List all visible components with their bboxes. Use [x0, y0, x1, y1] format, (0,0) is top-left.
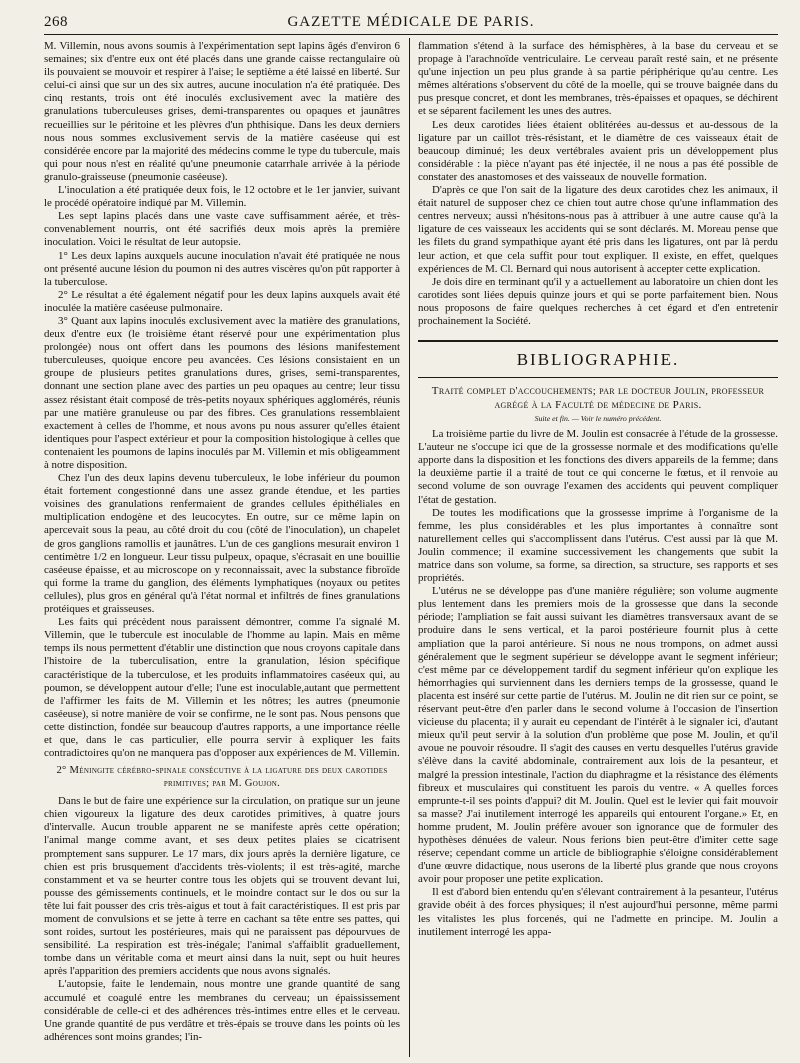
paragraph: Les faits qui précèdent nous paraissent démontrer, comme l'a signalé M. Villemin, que le tubercule est inoculable de l'homme au lapin. Mais en même temps ils nous permettent d'établir une distinction que nous croyons capitale dans l'histoire de la tuberculisation, entre la granulation, lésion spécifique caractéristique de la tuberculose, et les produits inflammatoires caséeux qui, au poumon, se développent autour d'elle; l'une est inoculable,autant que permettent de l'affirmer les faits de M. Villemin et les nôtres; les autres (pneumonie caséeuse), si notre manière de voir se confirme, ne le sont pas. Nous pensons que cette distinction, fondée sur beaucoup d'autres rapports, a une importance réelle et que, dans le cas particulier, elle pourra servir à expliquer les faits contradictoires qu'on ne manquera pas d'opposer aux expériences de M. Villemin.	[44, 616, 400, 760]
paragraph: Il est d'abord bien entendu qu'en s'élevant contrairement à la pesanteur, l'utérus gravide obéit à des forces physiques; il n'est aujourd'hui personne, même parmi les vitalistes les plus forcenés, qui ne l'admette en principe. M. Joulin a inutilement interrogé les appa-	[418, 886, 778, 938]
journal-title: GAZETTE MÉDICALE DE PARIS.	[287, 14, 535, 30]
paragraph: D'après ce que l'on sait de la ligature des deux carotides chez les animaux, il était naturel de supposer chez ce chien tout autre chose qu'une inflammation des centres nerveux; aussi n'hésitons-nous pas à attribuer à une autre cause qu'à la ligature de ces vaisseaux les accidents qui se sont déclarés. M. Moreau pense que les filets du grand sympathique ayant été pris dans les ligatures, ont par là perdu leur action, et que cela suffit pour tout expliquer. Il existe, en effet, quelques expériences de M. Cl. Bernard qui nous autorisent à accepter cette explication.	[418, 184, 778, 275]
right-column	[418, 40, 778, 1059]
section-heading: 2° Méningite cérébro-spinale consécutive à la ligature des deux carotides primitives; par M. Goujon.	[56, 765, 388, 790]
paragraph: Chez l'un des deux lapins devenu tuberculeux, le lobe inférieur du poumon était fortement congestionné dans une assez grande étendue, et les parties voisines des granulations renfermaient de grandes cellules épithéliales en multiplication endogène et des leucocytes. En outre, sur ce même lapin on apercevait sous la peau, au côté droit du cou (côté de l'inoculation), un chapelet de gros ganglions ramollis et jaunâtres. L'un de ces ganglions mesurait environ 1 centimètre 1/2 en longueur. Leur tissu pulpeux, opaque, s'écrasait en une bouillie caséeuse épaisse, et au microscope on y reconnaissait, avec la substance fibroïde qui forme la trame du ganglion, des éléments lymphatiques (noyaux ou petites cellules), plus gros en général qu'à l'état normal et infiltrés de fines granulations protéiques et graisseuses.	[44, 472, 400, 616]
paragraph: 3° Quant aux lapins inoculés exclusivement avec la matière des granulations, deux d'entre eux (le troisième étant réservé pour une expérimentation plus prolongée) nous ont offert dans les poumons des lésions manifestement tuberculeuses, quoique encore peu avancées. Ces lésions consistaient en un groupe de plusieurs petites granulations dures, grises, semi-transparentes, donnant une section plane avec des parties un peu opaques au centre; leur tissu assez résistant était composé de très-petits noyaux sphériques agglomérés, réunis par une matière granuleuse ou par des fibres. Ces granulations ressemblaient exactement à celles de l'homme, et nous avons pu nous assurer qu'elles étaient identiques pour l'aspect extérieur et pour la composition histologique à celles que contenaient les poumons de lapins inoculés par M. Villemin et mis obligeamment à notre disposition.	[44, 314, 400, 471]
paragraph: Je dois dire en terminant qu'il y a actuellement au laboratoire un chien dont les carotides sont liées depuis quinze jours et qui se porte parfaitement bien. Nous nous proposons de faire quelques recherches à cet égard et d'en entretenir prochainement la Société.	[418, 275, 778, 327]
paragraph: Les deux carotides liées étaient oblitérées au-dessus et au-dessous de la ligature par un caillot très-résistant, et le diamètre de ces vaisseaux était de beaucoup diminué; les deux vertébrales avaient pris un développement plus considérable : la pièce n'ayant pas été injectée, il ne nous a pas été possible de constater des anastomoses et des vaisseaux de nouvelle formation.	[418, 118, 778, 183]
paragraph: 1° Les deux lapins auxquels aucune inoculation n'avait été pratiquée ne nous ont présenté aucune lésion du poumon ni des autres viscères qu'on pût rapporter à la tuberculose.	[44, 249, 400, 288]
paragraph: Les sept lapins placés dans une vaste cave suffisamment aérée, et très-convenablement nourris, ont été sacrifiés deux mois après la première inoculation. Voici le résultat de leur autopsie.	[44, 210, 400, 249]
paragraph: 2° Le résultat a été également négatif pour les deux lapins auxquels avait été inoculée la matière caséeuse pulmonaire.	[44, 288, 400, 314]
paragraph: L'utérus ne se développe pas d'une manière régulière; son volume augmente plus lentement dans les premiers mois de la grossesse que dans la seconde période; l'ampliation se fait aussi suivant les diamètres transversaux avant de se produire dans le sens vertical, et la paroi postérieure fournit plus à cette ampliation que la paroi antérieure. Si nous ne nous trompons, on admet aussi généralement que le segment supérieur se développe avant le segment inférieur; c'est même par ce développement tardif du segment inférieur qu'on explique les hémorrhagies qui surviennent dans les derniers temps de la grossesse, quand le placenta est inséré sur cette partie de l'utérus. M. Joulin ne dit rien sur ce point, se réservant peut-être d'en parler dans le second volume à l'occasion de l'insertion vicieuse du placenta; il y aurait eu cependant de l'intérêt à le signaler ici, d'autant mieux qu'il peut servir à la solution d'un problème que pose M. Joulin, et qu'il avoue ne pouvoir résoudre. Il s'agit des causes en vertu desquelles l'utérus gravide s'élève dans la cavité abdominale, contrairement aux lois de la pesanteur, et malgré la pression intestinale, l'action du diaphragme et la résistance des éléments fibreux et musculaires qui constituent les parois du ventre. « A quelles forces emprunte-t-il ses points d'appui? dit M. Joulin. Quel est le levier qui fait mouvoir sa masse? J'ai inutilement interrogé les appareils qui entourent l'organe.» Et, en homme prudent, M. Joulin préfère avouer son ignorance que de formuler des hypothèses dénuées de valeur. Nous ferions bien peut-être d'imiter cette sage réserve; cependant comme un article de bibliographie s'éloigne considérablement d'une œuvre didactique, nous userons de la liberté plus grande que nous croyons avoir pour proposer une petite explication.	[418, 585, 778, 886]
bibliography-heading: BIBLIOGRAPHIE.	[418, 340, 778, 378]
paragraph: L'inoculation a été pratiquée deux fois, le 12 octobre et le 1er janvier, suivant le procédé opératoire indiqué par M. Villemin.	[44, 184, 400, 210]
paragraph: M. Villemin, nous avons soumis à l'expérimentation sept lapins âgés d'environ 6 semaines; six d'entre eux ont été placés dans une grande caisse rectangulaire où ils pouvaient se mouvoir et respirer à l'aise; le septième a été laissé en liberté. Sur celui-ci ainsi que sur un des six autres, aucune inoculation n'a été pratiquée. Des cinq restants, trois ont été inoculés exclusivement avec la matière des granulations tuberculeuses grises, demi-transparentes ou opaques et jaunâtres recueillies sur le péritoine et les plèvres d'un phthisique. Dans les deux derniers nous nous sommes exclusivement servis de la matière caséeuse qui est considérée encore par la majorité des médecins comme le type du tubercule, mais qui pour nous n'est en réalité qu'une pneumonie catarrhale arrivée à la période granulo-graisseuse (pneumonie caséeuse).	[44, 40, 400, 183]
paragraph: De toutes les modifications que la grossesse imprime à l'organisme de la femme, les plus considérables et les plus importantes à connaître sont naturellement celles qui s'accomplissent dans l'utérus. C'est aussi par là que M. Joulin commence; il examine successivement les changements que subit la matrice dans son volume, sa forme, sa direction, sa structure, ses rapports et ses propriétés.	[418, 506, 778, 585]
paragraph: L'autopsie, faite le lendemain, nous montre une grande quantité de sang accumulé et coagulé entre les membranes du cerveau; un épaississement considérable de celle-ci et des adhérences très-intimes entre elles et le cerveau. Une grande quantité de pus verdâtre et très-épais se trouve dans les points où les adhérences sont moins grandes; l'in-	[44, 978, 400, 1043]
continuation-note: Suite et fin. — Voir le numéro précédent.	[534, 414, 662, 424]
paragraph: La troisième partie du livre de M. Joulin est consacrée à l'étude de la grossesse. L'auteur ne s'occupe ici que de la grossesse normale et des modifications qu'elle apporte dans la disposition et les fonctions des divers appareils de la femme; dans la deuxième partie il a traité de tout ce qui concerne le fœtus, et il renvoie au second volume de son ouvrage l'examen des accidents qui peuvent compliquer l'état de gestation.	[418, 428, 778, 506]
paragraph: flammation s'étend à la surface des hémisphères, à la base du cerveau et se propage à l'arachnoïde ventriculaire. Le cerveau paraît resté sain, et ne présente qu'une injection un peu plus grande à sa partie périphérique qu'au centre. Les mêmes altérations s'observent du côté de la moelle, qui se trouve baignée dans du pus presque concret, et dont les membranes, très-épaisses et opaques, se déchirent et se séparent facilement les unes des autres.	[418, 40, 778, 118]
column-divider	[409, 38, 410, 1057]
left-column	[44, 40, 400, 1059]
page-number: 268	[44, 14, 68, 30]
paragraph: Dans le but de faire une expérience sur la circulation, on pratique sur un jeune chien vigoureux la ligature des deux carotides primitives, à quatre jours d'intervalle. Aucun trouble apparent ne se manifeste après cette opération; l'animal mange comme avant, et ses deux petites plaies se cicatrisent promptement sans suppurer. Le 17 mars, dix jours après la dernière ligature, ce chien est pris brusquement d'accidents très-violents; il est très-agité, marche constamment et va se heurter contre tous les objets qui se trouvent devant lui, pousse des gémissements continuels, et le moindre contact sur le dos ou sur la tête lui fait pousser des cris très-aigus et tout à fait caractéristiques. Il est pris par moment de convulsions et se jette à terre en cachant sa tête entre ses pattes, qui sont roides, surtout les postérieures, mais qui ne paraissent pas dépourvues de sensibilité. La respiration est très-inégale; l'animal s'affaiblit graduellement, tombe dans un véritable coma et meurt ainsi dans la nuit, sept ou huit heures après l'apparition des premiers accidents que nous avons signalés.	[44, 795, 400, 978]
page-header	[44, 12, 778, 35]
book-title: Traité complet d'accouchements; par le docteur Joulin, professeur agrégé à la Faculté de médecine de Paris.	[431, 385, 765, 412]
